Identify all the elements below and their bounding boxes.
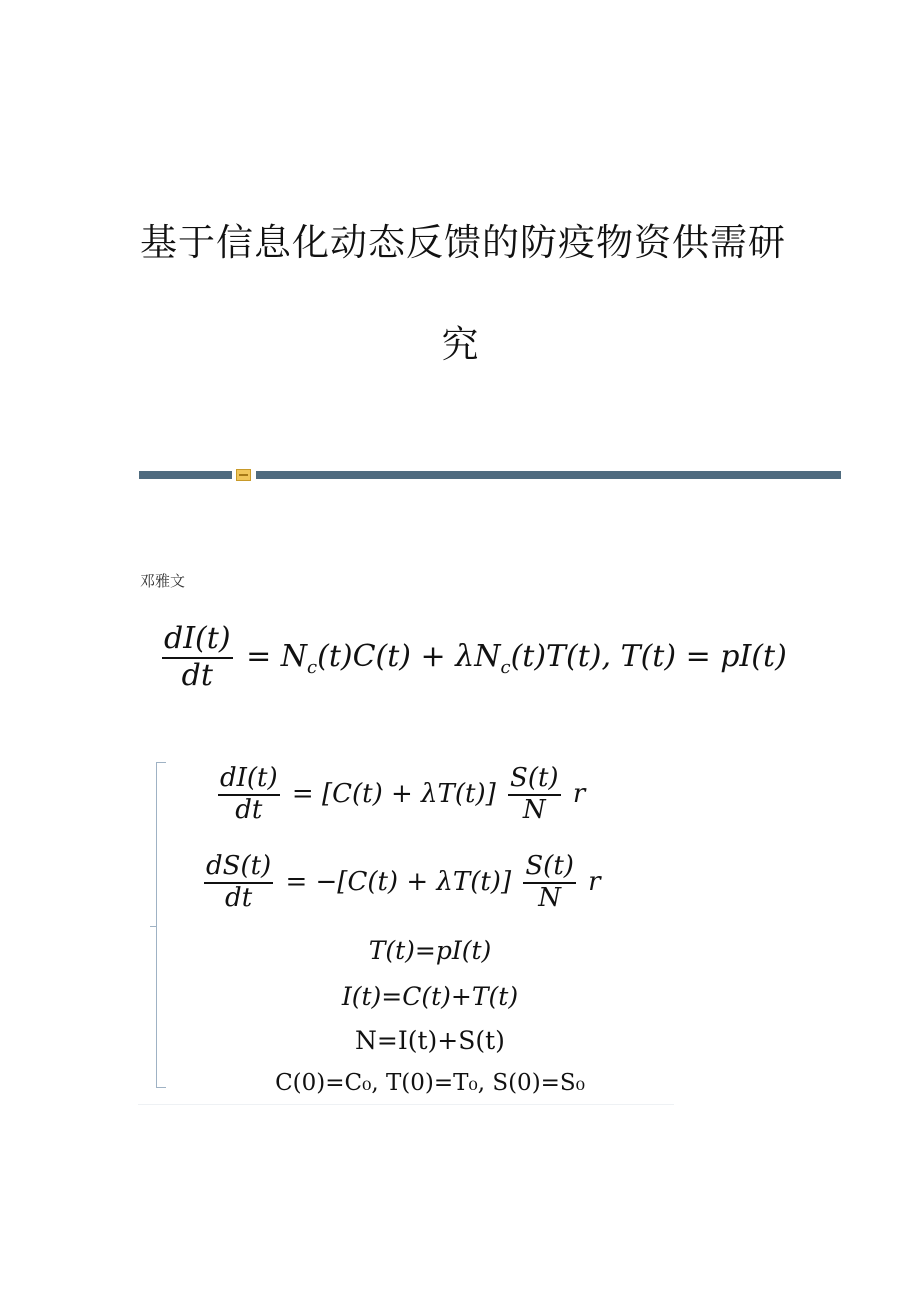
eq1-numerator: dI(t) (162, 622, 233, 659)
system-initial-conditions: C(0)=C₀, T(0)=T₀, S(0)=S₀ (275, 1070, 585, 1096)
eqB-rhs-numerator: S(t) (523, 852, 576, 884)
eqB-rhs-denominator: N (538, 882, 561, 913)
divider-left (139, 471, 232, 479)
eqA-rhs-numerator: S(t) (508, 764, 561, 796)
eq1-denominator: dt (181, 657, 213, 693)
title-line-2: 究 (441, 323, 479, 366)
system-equation-d: I(t)=C(t)+T(t) (341, 982, 519, 1011)
equation-1 (158, 622, 787, 693)
system-equation-a (214, 764, 585, 826)
eqA-tail: r (572, 778, 586, 809)
title-line-1: 基于信息化动态反馈的防疫物资供需研 (140, 221, 786, 264)
image-bottom-edge (138, 1104, 674, 1105)
eqA-rhs-fraction (508, 764, 561, 826)
eqA-lhs-fraction (218, 764, 280, 826)
system-equation-c: T(t)=pI(t) (368, 936, 492, 965)
eqA-lhs-denominator: dt (235, 794, 263, 825)
divider-right (256, 471, 841, 479)
envelope-icon (236, 469, 251, 481)
eqB-lhs-numerator: dS(t) (204, 852, 273, 884)
eqB-rhs-fraction (523, 852, 576, 914)
eqB-tail: r (588, 866, 601, 897)
eqB-lhs-denominator: dt (225, 882, 253, 913)
author-name: 邓雅文 (140, 572, 186, 590)
eqB-lhs-fraction (204, 852, 273, 914)
eqA-rhs-denominator: N (522, 794, 546, 825)
eqA-lhs-numerator: dI(t) (218, 764, 280, 796)
eqA-middle: = [C(t) + λT(t)] (291, 778, 496, 809)
system-equation-e: N=I(t)+S(t) (355, 1026, 505, 1055)
eq1-fraction (162, 622, 233, 693)
system-equation-b (200, 852, 601, 914)
eqB-middle: = −[C(t) + λT(t)] (285, 866, 512, 897)
eq1-rhs: = $N_c(t)C(t) + \lambda N_c(t)T(t)$, T(t) = pI(t) (246, 638, 787, 678)
